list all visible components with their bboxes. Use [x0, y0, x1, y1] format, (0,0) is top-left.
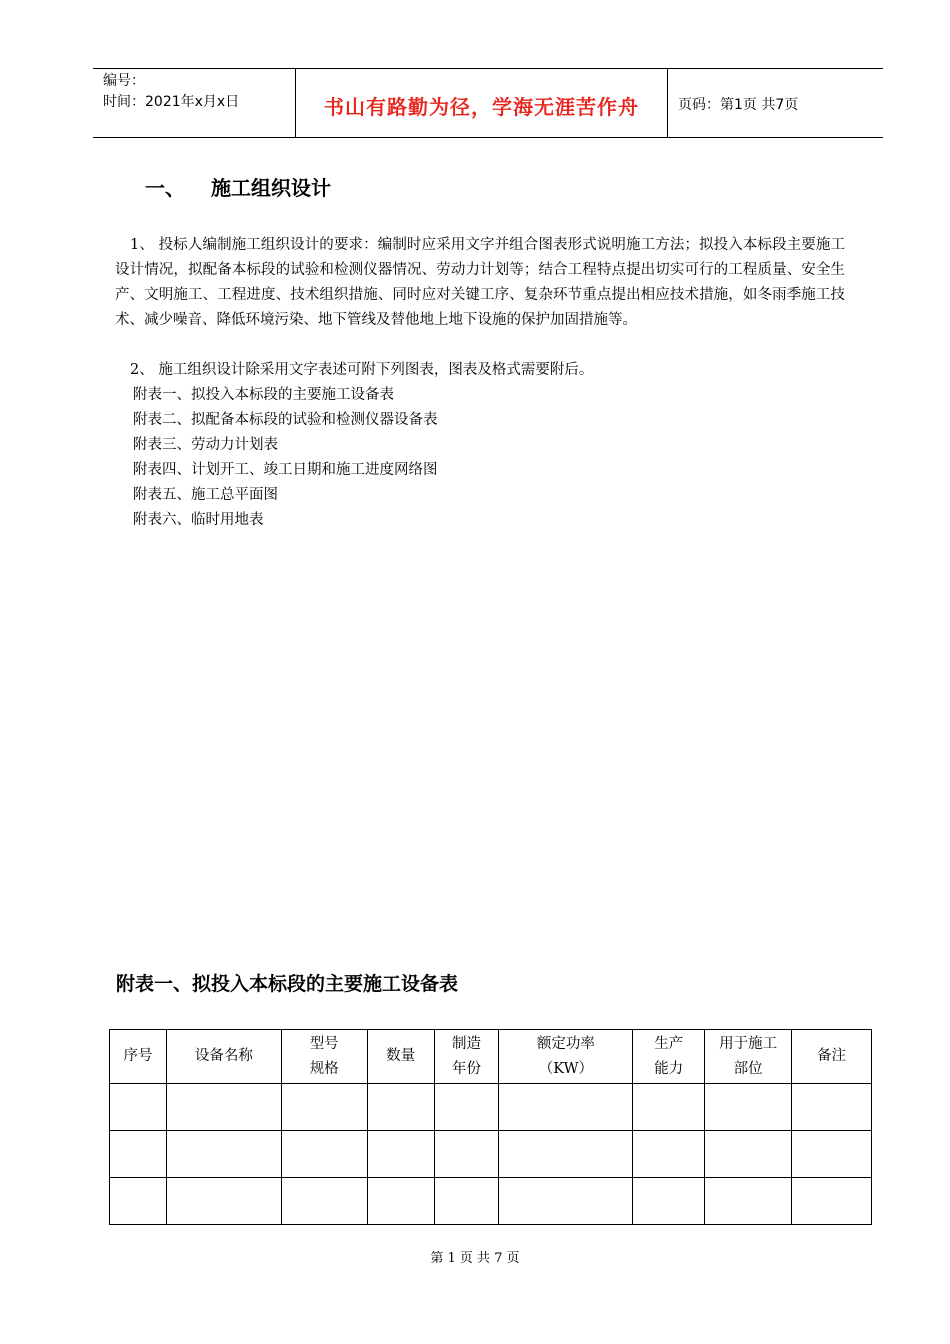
- section-heading: [145, 172, 331, 201]
- document-time-label: 时间：2021年x月x日: [103, 94, 240, 110]
- attachment-item: 附表六、临时用地表: [133, 512, 264, 528]
- table-cell: [367, 1084, 434, 1131]
- table-cell: [110, 1084, 167, 1131]
- header-page-cell: [668, 69, 883, 137]
- table-cell: [166, 1131, 281, 1178]
- table-cell: [166, 1084, 281, 1131]
- table-cell: [499, 1084, 633, 1131]
- header-meta: [93, 69, 295, 137]
- table-cell: [110, 1131, 167, 1178]
- page-footer: 第 1 页 共 7 页: [430, 1251, 520, 1266]
- header-cell-rated-power: 额定功率 （KW）: [499, 1030, 633, 1084]
- header-cell-capacity: 生产 能力: [633, 1030, 705, 1084]
- attachment-item: 附表一、拟投入本标段的主要施工设备表: [133, 387, 394, 403]
- table-row: [110, 1131, 872, 1178]
- table-cell: [367, 1131, 434, 1178]
- table-cell: [281, 1178, 367, 1225]
- table-cell: [367, 1178, 434, 1225]
- header-cell-manufacture-year: 制造 年份: [434, 1030, 499, 1084]
- section-title: 施工组织设计: [211, 176, 331, 200]
- table-cell: [434, 1084, 499, 1131]
- header-cell-quantity: 数量: [367, 1030, 434, 1084]
- attachment-item: 附表三、劳动力计划表: [133, 437, 278, 453]
- table-cell: [633, 1131, 705, 1178]
- table-cell: [705, 1178, 792, 1225]
- table-cell: [792, 1131, 872, 1178]
- table-cell: [434, 1178, 499, 1225]
- header-motto-cell: [295, 69, 668, 137]
- table-cell: [110, 1178, 167, 1225]
- table-title: 附表一、拟投入本标段的主要施工设备表: [116, 973, 459, 995]
- table-header-row: [110, 1030, 872, 1084]
- paragraph-requirements: 1、 投标人编制施工组织设计的要求：编制时应采用文字并组合图表形式说明施工方法；拟投入本标段主要施工设计情况，拟配备本标段的试验和检测仪器情况、劳动力计划等；结合工程特点提出切实可行的工程质量、安全生产、文明施工、工程进度、技术组织措施、同时应对关键工序、复杂环节重点提出相应技术措施，如冬雨季施工技术、减少噪音、降低环境污染、地下管线及替他地上地下设施的保护加固措施等。: [115, 237, 845, 328]
- attachment-item: 附表五、施工总平面图: [133, 487, 278, 503]
- header-cell-usage-location: 用于施工 部位: [705, 1030, 792, 1084]
- table-cell: [705, 1084, 792, 1131]
- header-cell-index: 序号: [110, 1030, 167, 1084]
- page-header: [93, 68, 883, 138]
- table-cell: [792, 1178, 872, 1225]
- equipment-table: [109, 1029, 872, 1225]
- attachment-item: 附表四、计划开工、竣工日期和施工进度网络图: [133, 462, 438, 478]
- table-cell: [792, 1084, 872, 1131]
- table-cell: [281, 1131, 367, 1178]
- paragraph-attachments-intro: 2、 施工组织设计除采用文字表述可附下列图表，图表及格式需要附后。: [130, 362, 594, 378]
- table-row: [110, 1178, 872, 1225]
- section-number: 一、: [145, 176, 185, 200]
- header-cell-remarks: 备注: [792, 1030, 872, 1084]
- header-cell-equipment-name: 设备名称: [166, 1030, 281, 1084]
- header-page-info: 页码：第1页 共7页: [678, 97, 799, 113]
- table-row: [110, 1084, 872, 1131]
- table-cell: [166, 1178, 281, 1225]
- table-cell: [705, 1131, 792, 1178]
- table-cell: [633, 1178, 705, 1225]
- table-cell: [434, 1131, 499, 1178]
- header-motto: 书山有路勤为径，学海无涯苦作舟: [324, 95, 639, 119]
- document-number-label: 编号：: [103, 73, 145, 89]
- table-cell: [281, 1084, 367, 1131]
- table-cell: [499, 1131, 633, 1178]
- table-cell: [499, 1178, 633, 1225]
- header-cell-model-spec: 型号 规格: [281, 1030, 367, 1084]
- attachment-item: 附表二、拟配备本标段的试验和检测仪器设备表: [133, 412, 438, 428]
- table-cell: [633, 1084, 705, 1131]
